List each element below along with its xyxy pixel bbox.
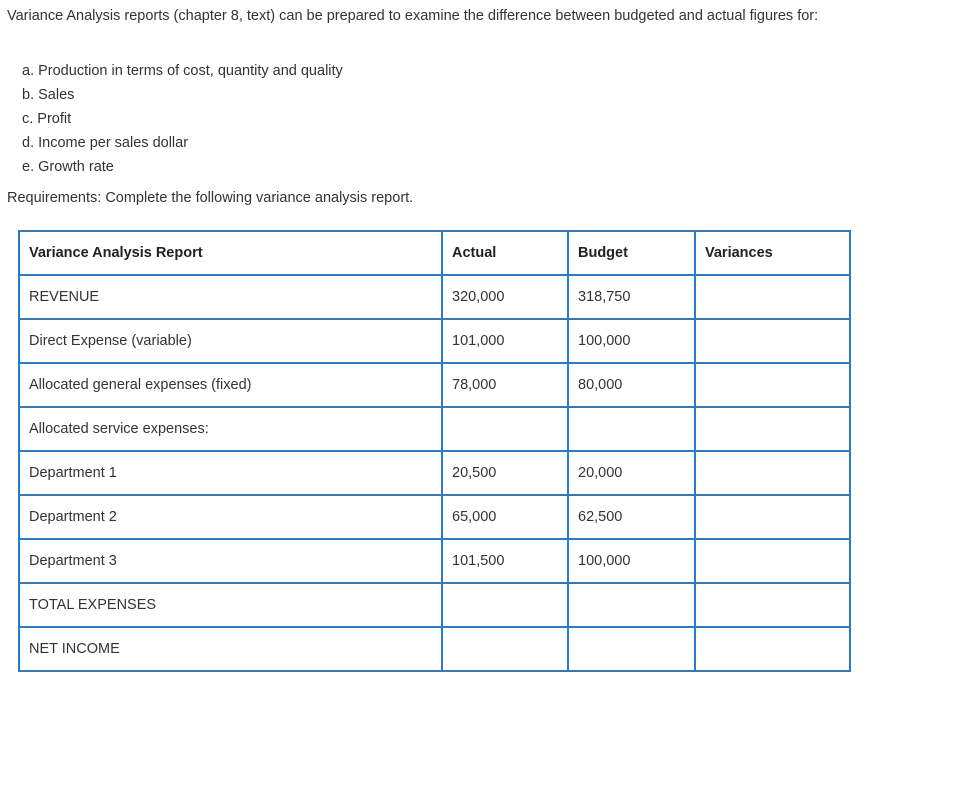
table-row bbox=[19, 627, 850, 671]
variance-cell bbox=[695, 363, 850, 407]
row-label: TOTAL EXPENSES bbox=[19, 583, 442, 627]
budget-cell: 100,000 bbox=[568, 539, 695, 583]
actual-cell bbox=[442, 627, 568, 671]
budget-cell bbox=[568, 627, 695, 671]
header-actual: Actual bbox=[442, 231, 568, 275]
actual-cell: 320,000 bbox=[442, 275, 568, 319]
actual-cell: 20,500 bbox=[442, 451, 568, 495]
table-row bbox=[19, 539, 850, 583]
figures-list bbox=[22, 59, 343, 179]
row-label: Department 1 bbox=[19, 451, 442, 495]
table-row bbox=[19, 407, 850, 451]
budget-cell bbox=[568, 407, 695, 451]
actual-cell bbox=[442, 583, 568, 627]
variance-cell bbox=[695, 495, 850, 539]
variance-cell bbox=[695, 451, 850, 495]
budget-cell: 100,000 bbox=[568, 319, 695, 363]
variance-cell bbox=[695, 407, 850, 451]
table-row bbox=[19, 495, 850, 539]
list-item: c. Profit bbox=[22, 111, 72, 127]
variance-cell bbox=[695, 319, 850, 363]
row-label: NET INCOME bbox=[19, 627, 442, 671]
table-row bbox=[19, 275, 850, 319]
variance-cell bbox=[695, 583, 850, 627]
row-label: Department 2 bbox=[19, 495, 442, 539]
header-budget: Budget bbox=[568, 231, 695, 275]
table-row bbox=[19, 583, 850, 627]
row-label: Allocated service expenses: bbox=[19, 407, 442, 451]
actual-cell bbox=[442, 407, 568, 451]
variance-cell bbox=[695, 627, 850, 671]
list-item: d. Income per sales dollar bbox=[22, 135, 189, 151]
row-label: Direct Expense (variable) bbox=[19, 319, 442, 363]
row-label: Allocated general expenses (fixed) bbox=[19, 363, 442, 407]
intro-paragraph: Variance Analysis reports (chapter 8, text) can be prepared to examine the difference between budgeted and actual figures for: bbox=[7, 8, 819, 24]
variance-cell bbox=[695, 275, 850, 319]
variance-cell bbox=[695, 539, 850, 583]
row-label: Department 3 bbox=[19, 539, 442, 583]
budget-cell bbox=[568, 583, 695, 627]
list-item: e. Growth rate bbox=[22, 159, 114, 175]
budget-cell: 318,750 bbox=[568, 275, 695, 319]
actual-cell: 78,000 bbox=[442, 363, 568, 407]
actual-cell: 101,000 bbox=[442, 319, 568, 363]
header-variances: Variances bbox=[695, 231, 850, 275]
variance-analysis-table bbox=[18, 230, 851, 672]
list-item: a. Production in terms of cost, quantity and quality bbox=[22, 63, 343, 79]
requirements-text: Requirements: Complete the following variance analysis report. bbox=[7, 190, 414, 206]
row-label: REVENUE bbox=[19, 275, 442, 319]
table-row bbox=[19, 319, 850, 363]
table-row bbox=[19, 451, 850, 495]
header-report: Variance Analysis Report bbox=[19, 231, 442, 275]
budget-cell: 80,000 bbox=[568, 363, 695, 407]
table-row bbox=[19, 363, 850, 407]
actual-cell: 101,500 bbox=[442, 539, 568, 583]
budget-cell: 20,000 bbox=[568, 451, 695, 495]
budget-cell: 62,500 bbox=[568, 495, 695, 539]
table-header-row bbox=[19, 231, 850, 275]
list-item: b. Sales bbox=[22, 87, 75, 103]
actual-cell: 65,000 bbox=[442, 495, 568, 539]
